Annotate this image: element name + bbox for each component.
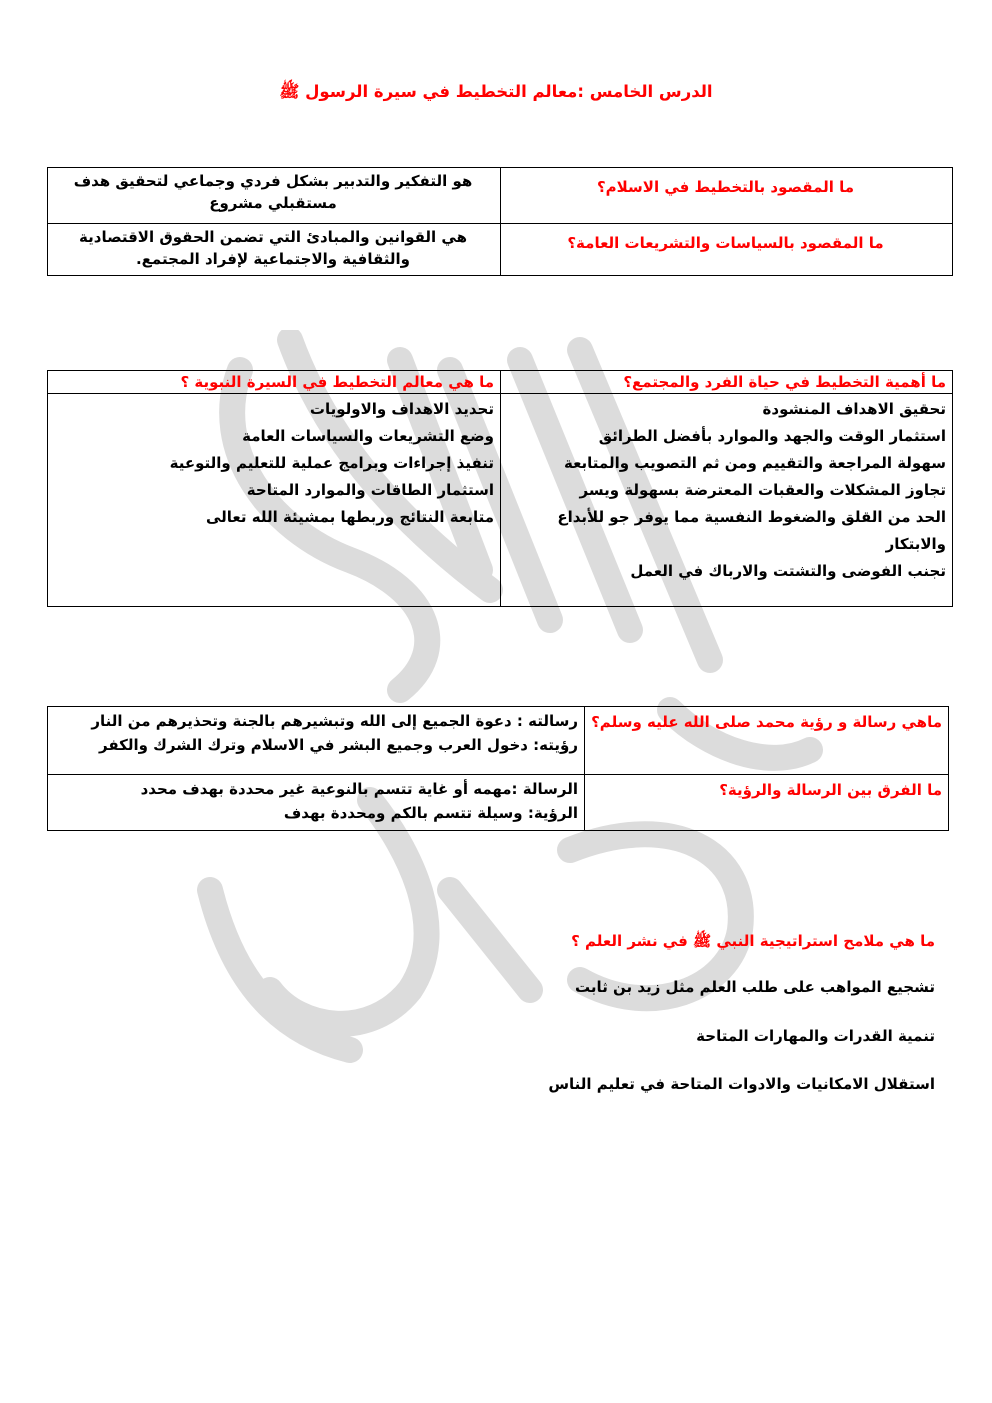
table-header-row — [48, 371, 953, 394]
list-item: تجاوز المشكلات والعقبات المعترضة بسهولة ويسر — [579, 481, 946, 499]
question-cell: ما المقصود بالسياسات والتشريعات العامة؟ — [501, 224, 953, 276]
list-item: تحديد الاهداف والاولويات — [309, 400, 494, 418]
answer-cell: هي القوانين والمبادئ التي تضمن الحقوق الاقتصادية والثقافية والاجتماعية لإفراد المجتمع. — [48, 224, 501, 276]
question-cell: ما المقصود بالتخطيط في الاسلام؟ — [501, 168, 953, 224]
answer-cell: هو التفكير والتدبير بشكل فردي وجماعي لتحقيق هدف مستقبلي مشروع — [48, 168, 501, 224]
table-row — [48, 775, 949, 831]
answer-line: رسالته : دعوة الجميع إلى الله وتبشيرهم بالجنة وتحذيرهم من النار — [91, 712, 578, 730]
list-item: وضع التشريعات والسياسات العامة — [242, 427, 494, 445]
table-row — [48, 707, 949, 775]
answer-cell — [48, 707, 585, 775]
importance-header: ما أهمية التخطيط في حياة الفرد والمجتمع؟ — [501, 371, 953, 394]
page-title: الدرس الخامس :معالم التخطيط في سيرة الرسول ﷺ — [279, 82, 713, 101]
table-row — [48, 168, 953, 224]
list-item: سهولة المراجعة والتقييم ومن ثم التصويب والمتابعة — [563, 454, 946, 472]
features-header: ما هي معالم التخطيط في السيرة النبوية ؟ — [48, 371, 501, 394]
answer-line: الرسالة :مهمه أو غاية تتسم بالنوعية غير محددة بهدف محدد — [140, 780, 578, 798]
table-row — [48, 394, 953, 607]
answer-cell — [48, 775, 585, 831]
question-cell: ماهي رسالة و رؤية محمد صلى الله عليه وسلم؟ — [585, 707, 949, 775]
strategy-item: تنمية القدرات والمهارات المتاحة — [696, 1027, 935, 1045]
list-item: متابعة النتائج وربطها بمشيئة الله تعالى — [205, 508, 494, 526]
features-list — [48, 394, 501, 607]
answer-line: رؤيته: دخول العرب وجميع البشر في الاسلام وترك الشرك والكفر — [99, 736, 578, 754]
planning-table — [47, 370, 953, 607]
list-item: استثمار الوقت والجهد والموارد بأفضل الطرائق — [598, 427, 946, 445]
strategy-item: استقلال الامكانيات والادوات المتاحة في تعليم الناس — [548, 1075, 935, 1093]
question-cell: ما الفرق بين الرسالة والرؤية؟ — [585, 775, 949, 831]
list-item: تحقيق الاهداف المنشودة — [762, 400, 946, 418]
answer-line: الرؤية: وسيلة تتسم بالكم ومحددة بهدف — [283, 804, 578, 822]
mission-vision-table — [47, 706, 949, 831]
table-row — [48, 224, 953, 276]
strategy-question: ما هي ملامح استراتيجية النبي ﷺ في نشر العلم ؟ — [571, 932, 935, 950]
importance-list — [501, 394, 953, 607]
strategy-item: تشجيع المواهب على طلب العلم مثل زيد بن ثابت — [575, 978, 935, 996]
list-item: تجنب الفوضى والتشتت والارباك في العمل — [630, 562, 946, 580]
definitions-table — [47, 167, 953, 276]
list-item: الحد من القلق والضغوط النفسية مما يوفر جو للأبداع والابتكار — [557, 508, 946, 553]
list-item: تنفيذ إجراءات وبرامج عملية للتعليم والتوعية — [169, 454, 494, 472]
list-item: استثمار الطاقات والموارد المتاحة — [246, 481, 494, 499]
